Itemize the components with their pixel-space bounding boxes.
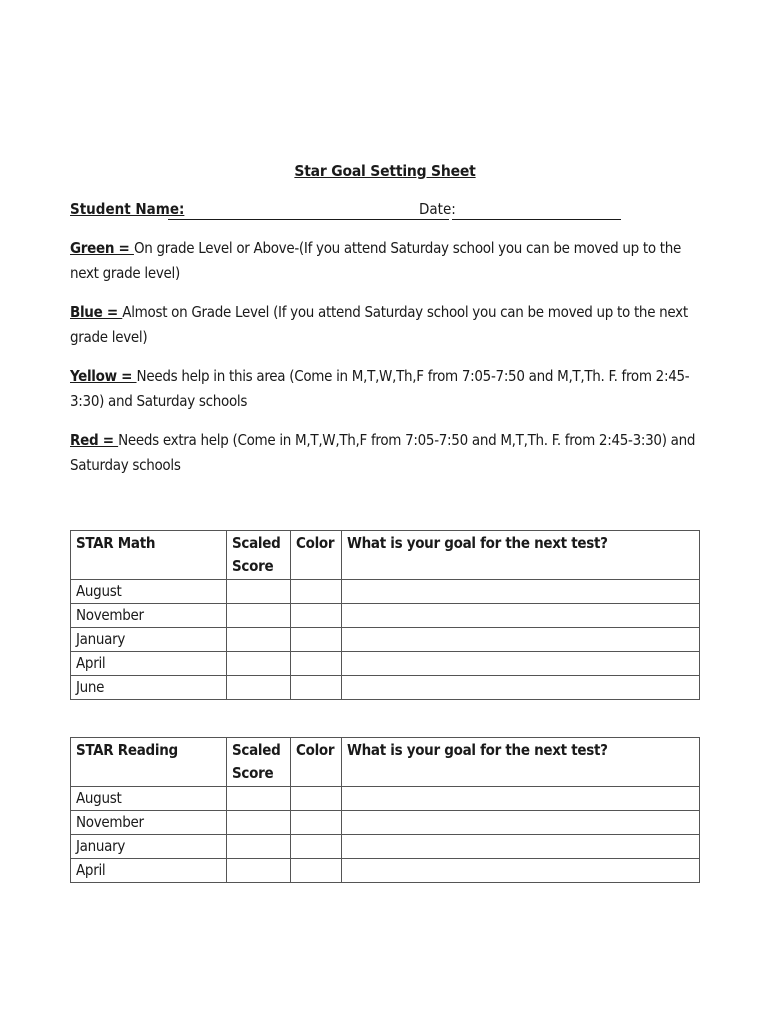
score-cell[interactable] bbox=[227, 835, 291, 859]
table-row bbox=[71, 580, 700, 604]
student-name-label: Student Name: bbox=[70, 200, 185, 218]
table-row bbox=[71, 604, 700, 628]
header-subject: STAR Math bbox=[71, 531, 227, 580]
color-cell[interactable] bbox=[291, 859, 342, 883]
score-cell[interactable] bbox=[227, 676, 291, 700]
header-scaled-score: Scaled Score bbox=[227, 531, 291, 580]
goal-cell[interactable] bbox=[342, 835, 700, 859]
month-cell: January bbox=[71, 835, 227, 859]
header-scaled-score: Scaled Score bbox=[227, 738, 291, 787]
goal-cell[interactable] bbox=[342, 604, 700, 628]
month-cell: August bbox=[71, 787, 227, 811]
color-cell[interactable] bbox=[291, 835, 342, 859]
color-cell[interactable] bbox=[291, 787, 342, 811]
goal-cell[interactable] bbox=[342, 580, 700, 604]
page-title: Star Goal Setting Sheet bbox=[294, 162, 476, 180]
goal-cell[interactable] bbox=[342, 811, 700, 835]
star-math-table bbox=[70, 530, 700, 700]
score-cell[interactable] bbox=[227, 580, 291, 604]
legend-key: Green = bbox=[70, 239, 134, 257]
date-label: Date: bbox=[419, 200, 456, 218]
table-header-row bbox=[71, 738, 700, 787]
header-goal: What is your goal for the next test? bbox=[342, 531, 700, 580]
legend-yellow bbox=[70, 364, 700, 414]
table-row bbox=[71, 652, 700, 676]
header-color: Color bbox=[291, 738, 342, 787]
table-header-row bbox=[71, 531, 700, 580]
color-cell[interactable] bbox=[291, 652, 342, 676]
score-cell[interactable] bbox=[227, 628, 291, 652]
legend-red bbox=[70, 428, 700, 478]
score-cell[interactable] bbox=[227, 604, 291, 628]
month-cell: August bbox=[71, 580, 227, 604]
month-cell: November bbox=[71, 604, 227, 628]
table-row bbox=[71, 859, 700, 883]
month-cell: June bbox=[71, 676, 227, 700]
header-color: Color bbox=[291, 531, 342, 580]
color-cell[interactable] bbox=[291, 628, 342, 652]
month-cell: January bbox=[71, 628, 227, 652]
table-row bbox=[71, 676, 700, 700]
legend-text: On grade Level or Above-(If you attend Saturday school you can be moved up to the next grade level) bbox=[70, 239, 682, 282]
table-row bbox=[71, 787, 700, 811]
header-goal: What is your goal for the next test? bbox=[342, 738, 700, 787]
student-info-row bbox=[70, 200, 700, 222]
month-cell: April bbox=[71, 652, 227, 676]
table-row bbox=[71, 835, 700, 859]
color-cell[interactable] bbox=[291, 676, 342, 700]
header-subject: STAR Reading bbox=[71, 738, 227, 787]
color-cell[interactable] bbox=[291, 604, 342, 628]
month-cell: April bbox=[71, 859, 227, 883]
legend-text: Needs help in this area (Come in M,T,W,Th,F from 7:05-7:50 and M,T,Th. F. from 2:45-3:30) and Saturday schools bbox=[70, 367, 690, 410]
goal-cell[interactable] bbox=[342, 652, 700, 676]
star-reading-table bbox=[70, 737, 700, 883]
date-field[interactable] bbox=[452, 219, 621, 220]
table-row bbox=[71, 811, 700, 835]
goal-cell[interactable] bbox=[342, 628, 700, 652]
legend-text: Almost on Grade Level (If you attend Saturday school you can be moved up to the next grade level) bbox=[70, 303, 688, 346]
goal-cell[interactable] bbox=[342, 859, 700, 883]
goal-cell[interactable] bbox=[342, 676, 700, 700]
legend-blue bbox=[70, 300, 700, 350]
score-cell[interactable] bbox=[227, 652, 291, 676]
legend-green bbox=[70, 236, 700, 286]
score-cell[interactable] bbox=[227, 859, 291, 883]
score-cell[interactable] bbox=[227, 811, 291, 835]
legend-key: Yellow = bbox=[70, 367, 137, 385]
goal-cell[interactable] bbox=[342, 787, 700, 811]
student-name-field[interactable] bbox=[168, 219, 449, 220]
month-cell: November bbox=[71, 811, 227, 835]
color-cell[interactable] bbox=[291, 811, 342, 835]
legend-key: Blue = bbox=[70, 303, 123, 321]
legend-text: Needs extra help (Come in M,T,W,Th,F from 7:05-7:50 and M,T,Th. F. from 2:45-3:30) and Saturday schools bbox=[70, 431, 696, 474]
score-cell[interactable] bbox=[227, 787, 291, 811]
color-cell[interactable] bbox=[291, 580, 342, 604]
table-row bbox=[71, 628, 700, 652]
legend-key: Red = bbox=[70, 431, 119, 449]
